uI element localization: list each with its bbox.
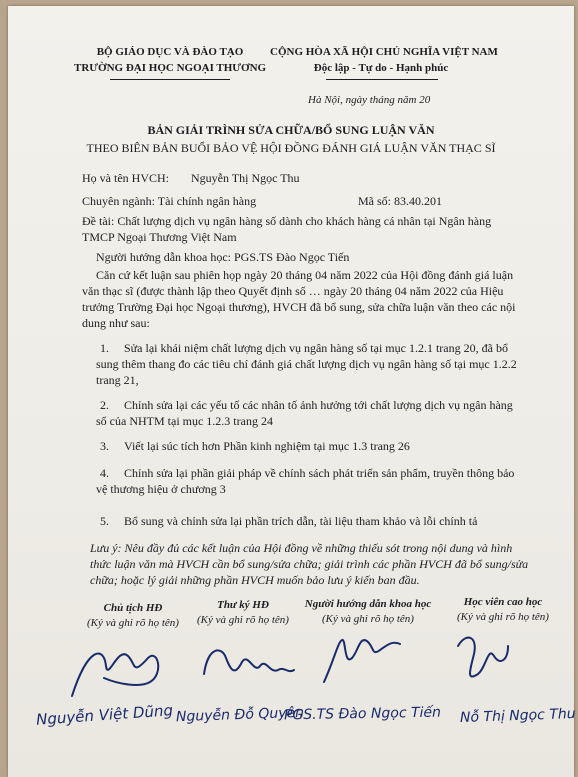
item-number: 3. — [100, 439, 109, 453]
note-line: Lưu ý: Nêu đầy đủ các kết luận của Hội đồng về những thiếu sót trong nội dung và hình — [90, 541, 513, 555]
intro-line: trưởng Trường Đại học Ngoại thương), HVCH đã bổ sung, sửa chữa luận văn theo các nội — [82, 300, 516, 314]
note-line: chữa; hoặc lý giải những phần HVCH muốn bảo lưu ý kiến ban đầu. — [90, 573, 420, 587]
student-handwritten-name: Nỗ Thị Ngọc Thu — [459, 705, 576, 727]
ministry-name: BỘ GIÁO DỤC VÀ ĐÀO TẠO — [96, 46, 244, 58]
item-line: Bổ sung và chỉnh sửa lại phần trích dẫn, tài liệu tham khảo và lỗi chính tả — [124, 514, 478, 528]
role-student: Học viên cao học — [463, 596, 543, 608]
intro-line: văn thạc sĩ (được thành lập theo Quyết định số … ngày 20 tháng 04 năm 2022 của Hiệu — [82, 284, 504, 298]
item-line: số của NHTM tại mục 1.2.3 trang 24 — [96, 414, 273, 428]
topic-line-2: TMCP Ngoại Thương Việt Nam — [82, 230, 237, 244]
item-line: vệ thương hiệu ở chương 3 — [96, 482, 226, 496]
supervisor-signature — [324, 640, 400, 682]
item-number: 5. — [100, 514, 109, 528]
item-number: 4. — [100, 466, 109, 480]
secretary-signature — [204, 650, 294, 674]
university-name: TRƯỜNG ĐẠI HỌC NGOẠI THƯƠNG — [74, 62, 267, 74]
supervisor-handwritten-name: PGS.TS Đào Ngọc Tiến — [283, 704, 442, 724]
item-line: sung thêm thang đo các tiêu chí đánh giá chất lượng dịch vụ ngân hàng số tại mục 1.2.2 — [96, 357, 517, 371]
chairman-signature — [72, 654, 158, 696]
role-secretary: Thư ký HĐ — [217, 599, 269, 611]
intro-line: Căn cứ kết luận sau phiên họp ngày 20 tháng 04 năm 2022 của Hội đồng đánh giá luận — [96, 268, 514, 282]
republic-name: CỘNG HÒA XÃ HỘI CHỦ NGHĨA VIỆT NAM — [270, 46, 498, 58]
sign-instruction: (Ký và ghi rõ họ tên) — [87, 617, 179, 629]
sign-instruction: (Ký và ghi rõ họ tên) — [457, 611, 549, 623]
topic-line-1: Đề tài: Chất lượng dịch vụ ngân hàng số dành cho khách hàng cá nhân tại Ngân hàng — [82, 214, 492, 228]
item-line: Chỉnh sửa lại phần giải pháp về chính sách phát triển sản phẩm, truyền thông bảo — [124, 466, 515, 480]
student-signature — [458, 638, 508, 677]
signature-strokes — [8, 6, 574, 777]
document-page — [8, 6, 574, 777]
sign-instruction: (Ký và ghi rõ họ tên) — [197, 614, 289, 626]
supervisor-line: Người hướng dẫn khoa học: PGS.TS Đào Ngọc Tiến — [96, 250, 350, 264]
document-subtitle: THEO BIÊN BẢN BUỔI BẢO VỆ HỘI ĐỒNG ĐÁNH GIÁ LUẬN VĂN THẠC SĨ — [86, 141, 496, 155]
item-line: Sửa lại khái niệm chất lượng dịch vụ ngân hàng số tại mục 1.2.1 trang 20, đã bổ — [124, 341, 508, 355]
role-chairman: Chủ tịch HĐ — [103, 602, 163, 614]
item-line: trang 21, — [96, 373, 139, 387]
secretary-handwritten-name: Nguyễn Đỗ Quyên — [175, 704, 305, 726]
role-supervisor: Người hướng dẫn khoa học — [304, 598, 432, 610]
note-line: thức luận văn mà HVCH cần bổ sung/sửa chữa; giải trình các phần HVCH đã bổ sung/sửa — [90, 557, 529, 571]
item-number: 2. — [100, 398, 109, 412]
intro-line: dung như sau: — [82, 316, 150, 330]
student-name-label: Họ và tên HVCH: — [82, 171, 169, 185]
item-line: Chỉnh sửa lại các yếu tố các nhân tố ảnh hưởng tới chất lượng dịch vụ ngân hàng — [124, 398, 513, 412]
document-title: BẢN GIẢI TRÌNH SỬA CHỮA/BỔ SUNG LUẬN VĂN — [147, 123, 435, 137]
major-label: Chuyên ngành: Tài chính ngân hàng — [82, 194, 257, 208]
chairman-handwritten-name: Nguyễn Việt Dũng — [35, 701, 174, 729]
student-name-value: Nguyễn Thị Ngọc Thu — [191, 171, 300, 185]
major-code: Mã số: 83.40.201 — [358, 194, 442, 208]
sign-instruction: (Ký và ghi rõ họ tên) — [322, 613, 414, 625]
national-motto: Độc lập - Tự do - Hạnh phúc — [313, 62, 449, 74]
item-number: 1. — [100, 341, 109, 355]
item-line: Viết lại súc tích hơn Phần kinh nghiệm tại mục 1.3 trang 26 — [124, 439, 410, 453]
place-date: Hà Nội, ngày tháng năm 20 — [308, 94, 431, 106]
